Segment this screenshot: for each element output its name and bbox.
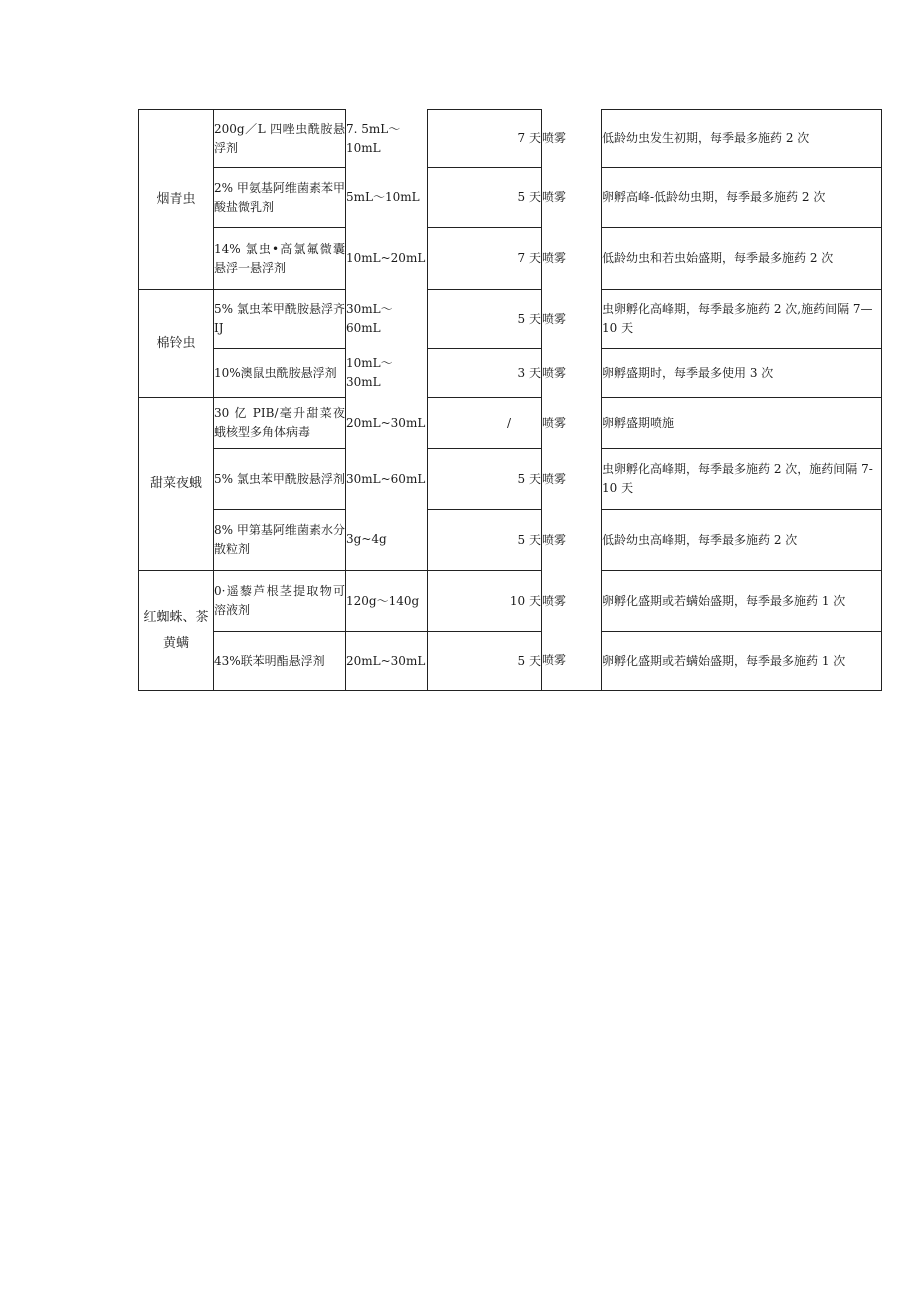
dose-cell: 30mL～60mL — [346, 302, 393, 335]
dose-cell: 20mL~30mL — [346, 415, 426, 430]
method-cell: 喷雾 — [542, 471, 567, 486]
interval-cell: 5 天 — [428, 510, 542, 571]
timing-cell: 卵孵盛期喷施 — [602, 398, 882, 449]
dose-cell: 10mL~20mL — [346, 251, 426, 265]
table-row — [139, 632, 882, 691]
method-cell: 喷雾 — [542, 532, 567, 547]
product-cell: 30 亿 PIB/毫升甜菜夜蛾核型多角体病毒 — [214, 398, 346, 449]
product-cell: 2% 甲氨基阿维菌素苯甲酸盐微乳剂 — [214, 168, 346, 228]
timing-cell: 低龄幼虫发生初期，每季最多施药 2 次 — [602, 110, 882, 168]
interval-cell: 5 天 — [428, 632, 542, 691]
dose-cell: 30mL~60mL — [346, 471, 426, 486]
pest-name-cell: 红蜘蛛、茶黄螨 — [139, 571, 214, 691]
interval-cell: 7 天 — [428, 228, 542, 290]
timing-cell: 低龄幼虫高峰期，每季最多施药 2 次 — [602, 510, 882, 571]
dose-cell: 20mL~30mL — [346, 632, 428, 691]
pesticide-table — [138, 109, 882, 691]
method-cell: 喷雾 — [542, 190, 567, 204]
pest-name-cell: 甜菜夜蛾 — [139, 398, 214, 571]
timing-cell: 卵孵盛期时，每季最多使用 3 次 — [602, 349, 882, 398]
table-row — [139, 349, 882, 398]
table-row — [139, 290, 882, 349]
interval-cell: 5 天 — [428, 168, 542, 228]
timing-cell: 低龄幼虫和若虫始盛期，每季最多施药 2 次 — [602, 228, 882, 290]
dose-cell: 5mL～10mL — [346, 190, 420, 204]
table-row — [139, 110, 882, 168]
interval-cell: / — [428, 398, 542, 449]
interval-cell: 7 天 — [428, 110, 542, 168]
table-row — [139, 510, 882, 571]
dose-cell: 10mL～30mL — [346, 356, 393, 389]
interval-cell: 10 天 — [428, 571, 542, 632]
method-cell: 喷雾 — [542, 251, 567, 265]
product-cell: 5% 氯虫苯甲酰胺悬浮齐 IJ — [214, 290, 346, 349]
interval-cell: 5 天 — [428, 449, 542, 510]
product-cell: 10%澳鼠虫酰胺悬浮剂 — [214, 349, 346, 398]
product-cell: 14% 氯虫•高氯氟微囊悬浮一悬浮剂 — [214, 228, 346, 290]
method-cell: 喷雾 — [542, 415, 567, 430]
product-cell: 8% 甲第基阿维菌素水分散粒剂 — [214, 510, 346, 571]
table-row — [139, 168, 882, 228]
product-cell: 5% 氯虫苯甲酰胺悬浮剂 — [214, 449, 346, 510]
product-cell: 43%联苯明酯悬浮剂 — [214, 632, 346, 691]
timing-cell: 卵孵高峰-低龄幼虫期，每季最多施药 2 次 — [602, 168, 882, 228]
table-row — [139, 571, 882, 632]
timing-cell: 虫卵孵化高峰期，每季最多施药 2 次，施药间隔 7-10 天 — [602, 449, 882, 510]
timing-cell: 卵孵化盛期或若螨始盛期，每季最多施药 1 次 — [602, 632, 882, 691]
dose-cell: 7. 5mL～10mL — [346, 121, 401, 155]
method-cell: 喷雾 — [542, 632, 602, 691]
product-cell: 0·遥藜芦根茎提取物可溶液剂 — [214, 571, 346, 632]
table-row — [139, 398, 882, 449]
table-row — [139, 228, 882, 290]
method-cell: 喷雾 — [542, 365, 567, 380]
interval-cell: 5 天 — [428, 290, 542, 349]
timing-cell: 卵孵化盛期或若螨始盛期，每季最多施药 1 次 — [602, 571, 882, 632]
timing-cell: 虫卵孵化高峰期，每季最多施药 2 次,施药间隔 7—10 天 — [602, 290, 882, 349]
method-cell: 喷雾 — [542, 131, 567, 145]
interval-cell: 3 天 — [428, 349, 542, 398]
pest-name-cell: 棉铃虫 — [139, 290, 214, 398]
method-cell: 喷雾 — [542, 593, 567, 608]
method-cell: 喷雾 — [542, 311, 567, 326]
dose-cell: 3g~4g — [346, 510, 428, 571]
product-cell: 200g／L 四唑虫酰胺悬浮剂 — [214, 110, 346, 168]
table-row — [139, 449, 882, 510]
pest-name-cell: 烟青虫 — [139, 110, 214, 290]
dose-cell: 120g～140g — [346, 571, 428, 632]
